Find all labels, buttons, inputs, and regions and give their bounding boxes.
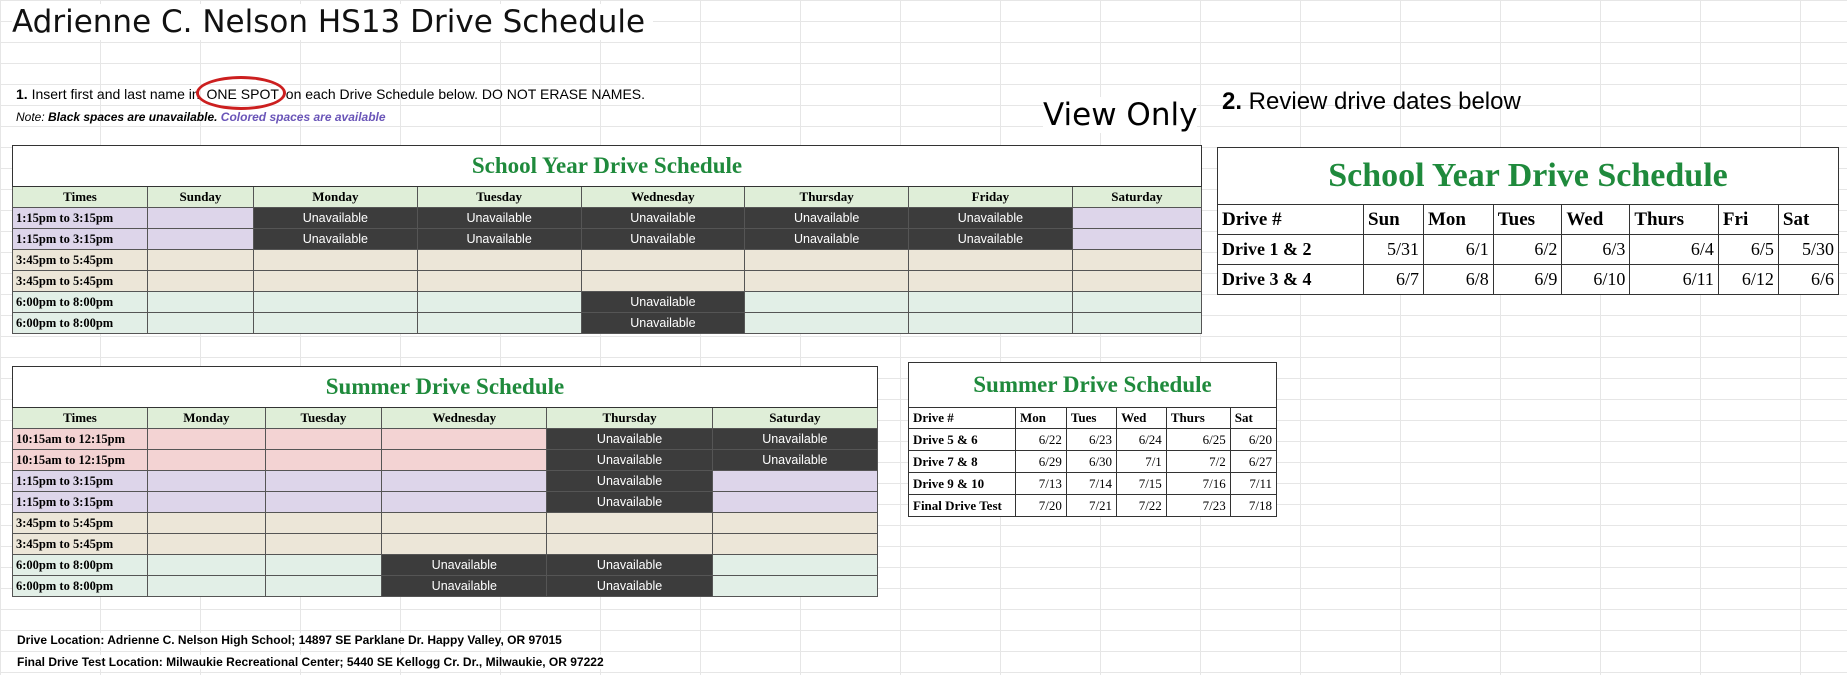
time-slot-label: 1:15pm to 3:15pm	[13, 229, 148, 250]
available-slot-cell[interactable]	[712, 471, 877, 492]
available-slot-cell[interactable]	[712, 492, 877, 513]
drive-date-cell: 7/13	[1016, 473, 1067, 495]
available-slot-cell[interactable]	[417, 292, 581, 313]
available-slot-cell[interactable]	[148, 250, 254, 271]
column-header: Times	[13, 187, 148, 208]
drive-date-cell: 6/24	[1117, 429, 1167, 451]
date-row	[1218, 235, 1839, 265]
note-label: Note:	[16, 110, 49, 124]
available-slot-cell[interactable]	[712, 555, 877, 576]
time-slot-label: 3:45pm to 5:45pm	[13, 513, 148, 534]
available-slot-cell[interactable]	[148, 534, 266, 555]
available-slot-cell[interactable]	[1072, 313, 1201, 334]
available-slot-cell[interactable]	[265, 471, 382, 492]
one-spot-highlight	[204, 86, 282, 102]
available-slot-cell[interactable]	[148, 208, 254, 229]
time-slot-label: 6:00pm to 8:00pm	[13, 576, 148, 597]
available-slot-cell[interactable]	[265, 450, 382, 471]
step-2-number: 2.	[1222, 88, 1243, 115]
drive-date-cell: 7/1	[1117, 451, 1167, 473]
step-2-text: Review drive dates below	[1242, 88, 1521, 115]
unavailable-cell: Unavailable	[909, 208, 1073, 229]
time-slot-label: 1:15pm to 3:15pm	[13, 208, 148, 229]
school-schedule-header-row	[13, 187, 1202, 208]
drive-date-cell: 6/20	[1230, 429, 1276, 451]
available-slot-cell[interactable]	[909, 250, 1073, 271]
summer-schedule-body	[13, 429, 878, 597]
time-slot-label: 6:00pm to 8:00pm	[13, 292, 148, 313]
unavailable-cell: Unavailable	[581, 229, 745, 250]
date-column-header: Thurs	[1630, 205, 1719, 235]
schedule-row	[13, 492, 878, 513]
date-column-header: Sat	[1230, 408, 1276, 429]
drive-number-label: Drive 1 & 2	[1218, 235, 1364, 265]
drive-date-cell: 5/30	[1778, 235, 1838, 265]
available-slot-cell[interactable]	[745, 313, 909, 334]
schedule-row	[13, 313, 1202, 334]
available-slot-cell[interactable]	[1072, 292, 1201, 313]
summer-dates-table	[908, 362, 1277, 517]
time-slot-label: 6:00pm to 8:00pm	[13, 313, 148, 334]
available-slot-cell[interactable]	[909, 313, 1073, 334]
date-row	[1218, 265, 1839, 295]
available-slot-cell[interactable]	[745, 271, 909, 292]
drive-date-cell: 6/22	[1016, 429, 1067, 451]
column-header: Sunday	[148, 187, 254, 208]
drive-date-cell: 6/25	[1166, 429, 1230, 451]
schedule-row	[13, 250, 1202, 271]
school-dates-body	[1218, 235, 1839, 295]
available-slot-cell[interactable]	[909, 271, 1073, 292]
time-slot-label: 6:00pm to 8:00pm	[13, 555, 148, 576]
unavailable-cell: Unavailable	[547, 471, 712, 492]
drive-date-cell: 6/3	[1562, 235, 1630, 265]
drive-date-cell: 6/2	[1493, 235, 1562, 265]
unavailable-cell: Unavailable	[417, 229, 581, 250]
available-slot-cell[interactable]	[581, 250, 745, 271]
available-slot-cell[interactable]	[745, 292, 909, 313]
unavailable-cell: Unavailable	[712, 450, 877, 471]
drive-date-cell: 6/7	[1364, 265, 1424, 295]
unavailable-cell: Unavailable	[581, 313, 745, 334]
note-black-text: Black spaces are unavailable.	[48, 110, 218, 124]
drive-date-cell: 6/6	[1778, 265, 1838, 295]
date-column-header: Sat	[1778, 205, 1838, 235]
unavailable-cell: Unavailable	[547, 492, 712, 513]
date-column-header: Wed	[1562, 205, 1630, 235]
drive-number-label: Drive 3 & 4	[1218, 265, 1364, 295]
drive-number-label: Final Drive Test	[909, 495, 1016, 517]
column-header: Monday	[253, 187, 417, 208]
available-slot-cell[interactable]	[253, 313, 417, 334]
unavailable-cell: Unavailable	[547, 555, 712, 576]
document-title: Adrienne C. Nelson HS13 Drive Schedule	[12, 4, 653, 40]
time-slot-label: 3:45pm to 5:45pm	[13, 250, 148, 271]
available-slot-cell[interactable]	[382, 429, 547, 450]
available-slot-cell[interactable]	[581, 271, 745, 292]
available-slot-cell[interactable]	[382, 492, 547, 513]
drive-date-cell: 6/9	[1493, 265, 1562, 295]
date-row	[909, 429, 1277, 451]
drive-date-cell: 7/22	[1117, 495, 1167, 517]
drive-date-cell: 6/30	[1066, 451, 1116, 473]
unavailable-cell: Unavailable	[745, 229, 909, 250]
drive-number-label: Drive 5 & 6	[909, 429, 1016, 451]
available-slot-cell[interactable]	[265, 513, 382, 534]
red-circle-annotation	[196, 76, 286, 110]
drive-date-cell: 6/10	[1562, 265, 1630, 295]
schedule-row	[13, 555, 878, 576]
date-row	[909, 473, 1277, 495]
school-schedule-body	[13, 208, 1202, 334]
drive-date-cell: 7/20	[1016, 495, 1067, 517]
drive-location-text: Drive Location: Adrienne C. Nelson High School; 14897 SE Parklane Dr. Happy Valley, OR 97015	[17, 633, 562, 647]
available-slot-cell[interactable]	[1072, 208, 1201, 229]
drive-date-cell: 7/23	[1166, 495, 1230, 517]
time-slot-label: 10:15am to 12:15pm	[13, 450, 148, 471]
date-column-header: Thurs	[1166, 408, 1230, 429]
schedule-row	[13, 292, 1202, 313]
drive-date-cell: 6/12	[1718, 265, 1778, 295]
available-slot-cell[interactable]	[148, 513, 266, 534]
school-year-schedule-table	[12, 145, 1202, 334]
column-header: Monday	[148, 408, 266, 429]
date-column-header: Wed	[1117, 408, 1167, 429]
one-spot-text: ONE SPOT	[206, 86, 279, 102]
available-slot-cell[interactable]	[417, 271, 581, 292]
drive-date-cell: 6/8	[1424, 265, 1494, 295]
schedule-row	[13, 534, 878, 555]
unavailable-cell: Unavailable	[382, 555, 547, 576]
drive-date-cell: 7/21	[1066, 495, 1116, 517]
note-colored-text: Colored spaces are available	[217, 110, 386, 124]
column-header: Tuesday	[417, 187, 581, 208]
available-slot-cell[interactable]	[745, 250, 909, 271]
unavailable-cell: Unavailable	[581, 292, 745, 313]
school-dates-header-row	[1218, 205, 1839, 235]
available-slot-cell[interactable]	[382, 513, 547, 534]
drive-date-cell: 6/29	[1016, 451, 1067, 473]
drive-date-cell: 7/16	[1166, 473, 1230, 495]
instruction-step-1	[16, 86, 645, 102]
available-slot-cell[interactable]	[417, 313, 581, 334]
date-column-header: Drive #	[909, 408, 1016, 429]
date-column-header: Sun	[1364, 205, 1424, 235]
unavailable-cell: Unavailable	[745, 208, 909, 229]
schedule-row	[13, 429, 878, 450]
drive-number-label: Drive 9 & 10	[909, 473, 1016, 495]
date-column-header: Drive #	[1218, 205, 1364, 235]
final-test-location-text: Final Drive Test Location: Milwaukie Recreational Center; 5440 SE Kellogg Cr. Dr., Milwaukie, OR 97222	[17, 655, 604, 669]
drive-date-cell: 6/1	[1424, 235, 1494, 265]
available-slot-cell[interactable]	[547, 513, 712, 534]
school-schedule-title: School Year Drive Schedule	[13, 146, 1202, 187]
available-slot-cell[interactable]	[382, 450, 547, 471]
schedule-row	[13, 576, 878, 597]
unavailable-cell: Unavailable	[712, 429, 877, 450]
column-header: Friday	[909, 187, 1073, 208]
drive-date-cell: 7/18	[1230, 495, 1276, 517]
date-column-header: Tues	[1066, 408, 1116, 429]
column-header: Times	[13, 408, 148, 429]
available-slot-cell[interactable]	[148, 271, 254, 292]
schedule-row	[13, 450, 878, 471]
time-slot-label: 3:45pm to 5:45pm	[13, 271, 148, 292]
time-slot-label: 1:15pm to 3:15pm	[13, 471, 148, 492]
available-slot-cell[interactable]	[265, 555, 382, 576]
date-row	[909, 495, 1277, 517]
drive-date-cell: 6/27	[1230, 451, 1276, 473]
column-header: Wednesday	[581, 187, 745, 208]
date-row	[909, 451, 1277, 473]
drive-date-cell: 7/2	[1166, 451, 1230, 473]
view-only-label: View Only	[1043, 97, 1198, 133]
time-slot-label: 3:45pm to 5:45pm	[13, 534, 148, 555]
time-slot-label: 1:15pm to 3:15pm	[13, 492, 148, 513]
schedule-row	[13, 229, 1202, 250]
available-slot-cell[interactable]	[1072, 250, 1201, 271]
schedule-row	[13, 513, 878, 534]
drive-date-cell: 6/11	[1630, 265, 1719, 295]
drive-date-cell: 7/14	[1066, 473, 1116, 495]
summer-dates-body	[909, 429, 1277, 517]
availability-note	[16, 110, 386, 124]
available-slot-cell[interactable]	[1072, 229, 1201, 250]
available-slot-cell[interactable]	[712, 576, 877, 597]
available-slot-cell[interactable]	[417, 250, 581, 271]
schedule-row	[13, 271, 1202, 292]
summer-schedule-title: Summer Drive Schedule	[13, 367, 878, 408]
date-column-header: Mon	[1016, 408, 1067, 429]
drive-date-cell: 5/31	[1364, 235, 1424, 265]
drive-date-cell: 6/23	[1066, 429, 1116, 451]
step-1-number: 1.	[16, 86, 28, 102]
drive-date-cell: 7/11	[1230, 473, 1276, 495]
summer-schedule-table	[12, 366, 878, 597]
available-slot-cell[interactable]	[265, 429, 382, 450]
schedule-row	[13, 208, 1202, 229]
step-1-text-pre: Insert first and last name in	[27, 86, 204, 102]
available-slot-cell[interactable]	[148, 292, 254, 313]
available-slot-cell[interactable]	[148, 450, 266, 471]
unavailable-cell: Unavailable	[253, 208, 417, 229]
available-slot-cell[interactable]	[265, 492, 382, 513]
unavailable-cell: Unavailable	[581, 208, 745, 229]
unavailable-cell: Unavailable	[909, 229, 1073, 250]
column-header: Tuesday	[265, 408, 382, 429]
column-header: Thursday	[745, 187, 909, 208]
school-dates-title: School Year Drive Schedule	[1218, 148, 1839, 205]
available-slot-cell[interactable]	[382, 471, 547, 492]
available-slot-cell[interactable]	[253, 250, 417, 271]
unavailable-cell: Unavailable	[547, 450, 712, 471]
available-slot-cell[interactable]	[253, 271, 417, 292]
available-slot-cell[interactable]	[265, 576, 382, 597]
unavailable-cell: Unavailable	[253, 229, 417, 250]
date-column-header: Mon	[1424, 205, 1494, 235]
summer-dates-header-row	[909, 408, 1277, 429]
available-slot-cell[interactable]	[909, 292, 1073, 313]
summer-schedule-header-row	[13, 408, 878, 429]
unavailable-cell: Unavailable	[417, 208, 581, 229]
date-column-header: Tues	[1493, 205, 1562, 235]
available-slot-cell[interactable]	[382, 534, 547, 555]
available-slot-cell[interactable]	[547, 534, 712, 555]
time-slot-label: 10:15am to 12:15pm	[13, 429, 148, 450]
summer-dates-title: Summer Drive Schedule	[909, 363, 1277, 408]
date-column-header: Fri	[1718, 205, 1778, 235]
drive-date-cell: 7/15	[1117, 473, 1167, 495]
column-header: Thursday	[547, 408, 712, 429]
column-header: Saturday	[1072, 187, 1201, 208]
available-slot-cell[interactable]	[148, 492, 266, 513]
available-slot-cell[interactable]	[148, 576, 266, 597]
column-header: Saturday	[712, 408, 877, 429]
available-slot-cell[interactable]	[265, 534, 382, 555]
available-slot-cell[interactable]	[253, 292, 417, 313]
available-slot-cell[interactable]	[148, 229, 254, 250]
unavailable-cell: Unavailable	[547, 429, 712, 450]
unavailable-cell: Unavailable	[547, 576, 712, 597]
available-slot-cell[interactable]	[1072, 271, 1201, 292]
available-slot-cell[interactable]	[712, 534, 877, 555]
available-slot-cell[interactable]	[148, 555, 266, 576]
instruction-step-2	[1222, 88, 1521, 116]
available-slot-cell[interactable]	[148, 471, 266, 492]
drive-date-cell: 6/4	[1630, 235, 1719, 265]
drive-number-label: Drive 7 & 8	[909, 451, 1016, 473]
drive-date-cell: 6/5	[1718, 235, 1778, 265]
available-slot-cell[interactable]	[148, 429, 266, 450]
schedule-row	[13, 471, 878, 492]
column-header: Wednesday	[382, 408, 547, 429]
available-slot-cell[interactable]	[148, 313, 254, 334]
step-1-text-post: on each Drive Schedule below. DO NOT ERASE NAMES.	[281, 86, 646, 102]
unavailable-cell: Unavailable	[382, 576, 547, 597]
school-year-dates-table	[1217, 147, 1839, 295]
available-slot-cell[interactable]	[712, 513, 877, 534]
